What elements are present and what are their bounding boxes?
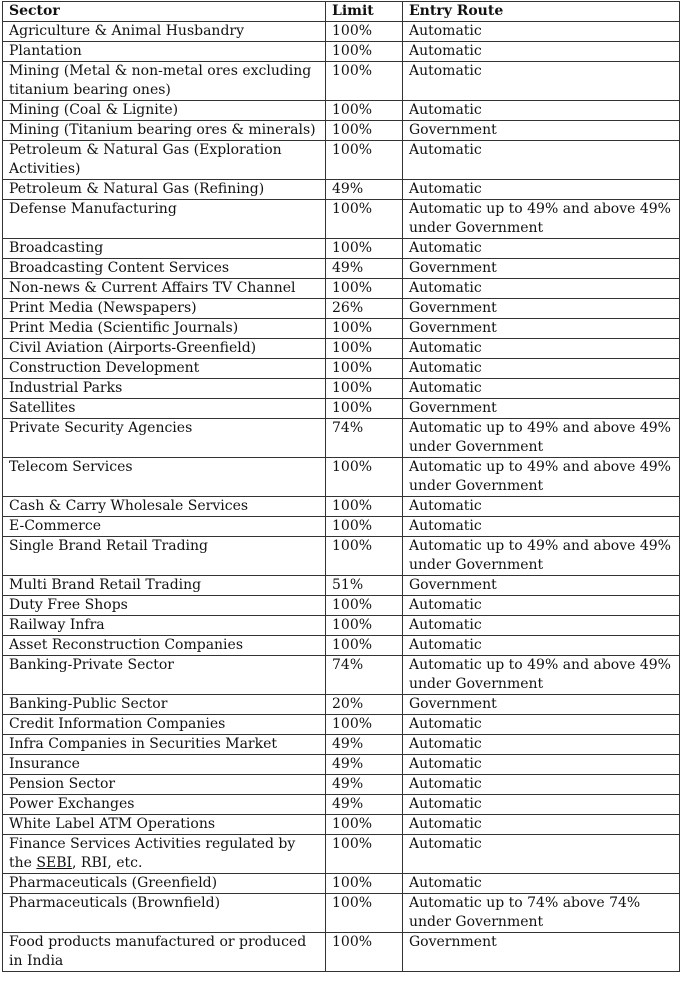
- limit-cell: 74%: [326, 419, 403, 458]
- sector-text: Telecom Services: [9, 459, 133, 475]
- entry-route-cell: Government: [403, 933, 680, 972]
- entry-route-cell: Government: [403, 695, 680, 715]
- entry-route-cell: Automatic: [403, 279, 680, 299]
- table-row: [3, 62, 680, 101]
- table-row: [3, 894, 680, 933]
- limit-cell: 74%: [326, 656, 403, 695]
- header-limit: Limit: [326, 2, 403, 22]
- sector-cell: [3, 200, 326, 239]
- sector-text: Cash & Carry Wholesale Services: [9, 498, 249, 514]
- entry-route-cell: Automatic: [403, 815, 680, 835]
- table-row: [3, 121, 680, 141]
- sector-cell: [3, 399, 326, 419]
- sector-text: Mining (Coal & Lignite): [9, 102, 179, 118]
- sector-cell: [3, 22, 326, 42]
- limit-cell: 100%: [326, 42, 403, 62]
- sector-text: Petroleum & Natural Gas (Refining): [9, 181, 265, 197]
- limit-cell: 26%: [326, 299, 403, 319]
- entry-route-cell: Government: [403, 121, 680, 141]
- entry-route-cell: Government: [403, 259, 680, 279]
- limit-cell: 100%: [326, 458, 403, 497]
- sector-text: Power Exchanges: [9, 796, 135, 812]
- sector-cell: [3, 339, 326, 359]
- sector-cell: [3, 419, 326, 458]
- sector-cell: [3, 121, 326, 141]
- sector-cell: [3, 596, 326, 616]
- sector-cell: [3, 279, 326, 299]
- limit-cell: 100%: [326, 359, 403, 379]
- sector-cell: [3, 775, 326, 795]
- table-row: [3, 299, 680, 319]
- limit-cell: 49%: [326, 755, 403, 775]
- sebi-link[interactable]: SEBI: [36, 855, 73, 871]
- entry-route-cell: Automatic: [403, 795, 680, 815]
- limit-cell: 100%: [326, 141, 403, 180]
- table-row: [3, 795, 680, 815]
- entry-route-cell: Automatic: [403, 636, 680, 656]
- table-row: [3, 419, 680, 458]
- sector-cell: [3, 874, 326, 894]
- entry-route-cell: Government: [403, 319, 680, 339]
- entry-route-cell: Automatic: [403, 517, 680, 537]
- entry-route-cell: Automatic up to 49% and above 49% under Government: [403, 419, 680, 458]
- limit-cell: 100%: [326, 62, 403, 101]
- table-row: [3, 517, 680, 537]
- sector-text: Private Security Agencies: [9, 420, 193, 436]
- sector-text: Satellites: [9, 400, 76, 416]
- sector-text: Railway Infra: [9, 617, 105, 633]
- limit-cell: 20%: [326, 695, 403, 715]
- table-row: [3, 101, 680, 121]
- limit-cell: 100%: [326, 815, 403, 835]
- sector-cell: [3, 259, 326, 279]
- table-row: [3, 399, 680, 419]
- limit-cell: 100%: [326, 279, 403, 299]
- entry-route-cell: Automatic: [403, 339, 680, 359]
- sector-cell: [3, 576, 326, 596]
- table-row: [3, 775, 680, 795]
- limit-cell: 49%: [326, 180, 403, 200]
- entry-route-cell: Automatic: [403, 775, 680, 795]
- sector-cell: [3, 458, 326, 497]
- sector-cell: [3, 359, 326, 379]
- limit-cell: 100%: [326, 399, 403, 419]
- sector-text: Construction Development: [9, 360, 200, 376]
- table-row: [3, 695, 680, 715]
- limit-cell: 100%: [326, 537, 403, 576]
- limit-cell: 51%: [326, 576, 403, 596]
- sector-cell: [3, 239, 326, 259]
- header-sector: Sector: [3, 2, 326, 22]
- entry-route-cell: Automatic: [403, 497, 680, 517]
- sector-text: Mining (Titanium bearing ores & minerals): [9, 122, 316, 138]
- entry-route-cell: Automatic up to 74% above 74% under Government: [403, 894, 680, 933]
- sector-cell: [3, 695, 326, 715]
- sector-text: Pharmaceuticals (Greenfield): [9, 875, 218, 891]
- limit-cell: 100%: [326, 715, 403, 735]
- table-row: [3, 239, 680, 259]
- table-row: [3, 279, 680, 299]
- sector-cell: [3, 517, 326, 537]
- sector-cell: [3, 101, 326, 121]
- entry-route-cell: Automatic up to 49% and above 49% under Government: [403, 537, 680, 576]
- table-row: [3, 576, 680, 596]
- sector-cell: [3, 42, 326, 62]
- limit-cell: 100%: [326, 22, 403, 42]
- entry-route-cell: Automatic: [403, 379, 680, 399]
- sector-text: Banking-Public Sector: [9, 696, 168, 712]
- sector-text: Plantation: [9, 43, 82, 59]
- entry-route-cell: Automatic: [403, 874, 680, 894]
- limit-cell: 100%: [326, 339, 403, 359]
- entry-route-cell: Automatic: [403, 755, 680, 775]
- entry-route-cell: Automatic: [403, 101, 680, 121]
- limit-cell: 100%: [326, 933, 403, 972]
- entry-route-cell: Automatic: [403, 180, 680, 200]
- sector-text: Banking-Private Sector: [9, 657, 174, 673]
- table-row: [3, 200, 680, 239]
- sector-text: Pension Sector: [9, 776, 116, 792]
- sector-cell: [3, 537, 326, 576]
- entry-route-cell: Automatic: [403, 141, 680, 180]
- limit-cell: 100%: [326, 874, 403, 894]
- sector-cell: [3, 656, 326, 695]
- sector-cell: [3, 933, 326, 972]
- table-row: [3, 22, 680, 42]
- table-row: [3, 180, 680, 200]
- sector-text: Print Media (Newspapers): [9, 300, 197, 316]
- sector-text-tail: , RBI, etc.: [72, 855, 143, 871]
- limit-cell: 100%: [326, 835, 403, 874]
- sector-cell: [3, 319, 326, 339]
- sector-cell: [3, 497, 326, 517]
- sector-text: Single Brand Retail Trading: [9, 538, 209, 554]
- sector-cell: [3, 755, 326, 775]
- limit-cell: 100%: [326, 239, 403, 259]
- sector-text: Petroleum & Natural Gas (Exploration Activities): [9, 142, 282, 177]
- table-row: [3, 616, 680, 636]
- sector-cell: [3, 815, 326, 835]
- limit-cell: 100%: [326, 319, 403, 339]
- sector-cell: [3, 894, 326, 933]
- sector-text: Print Media (Scientific Journals): [9, 320, 239, 336]
- sector-text: Duty Free Shops: [9, 597, 128, 613]
- entry-route-cell: Automatic up to 49% and above 49% under Government: [403, 200, 680, 239]
- sector-text: Broadcasting Content Services: [9, 260, 230, 276]
- sector-text: Agriculture & Animal Husbandry: [9, 23, 245, 39]
- table-row: [3, 636, 680, 656]
- limit-cell: 100%: [326, 596, 403, 616]
- sector-cell: [3, 636, 326, 656]
- sector-text: Credit Information Companies: [9, 716, 226, 732]
- table-row: [3, 835, 680, 874]
- limit-cell: 49%: [326, 795, 403, 815]
- limit-cell: 49%: [326, 259, 403, 279]
- table-row: [3, 735, 680, 755]
- limit-cell: 100%: [326, 517, 403, 537]
- entry-route-cell: Automatic: [403, 715, 680, 735]
- sector-text: Defense Manufacturing: [9, 201, 177, 217]
- limit-cell: 100%: [326, 101, 403, 121]
- sector-cell: [3, 299, 326, 319]
- table-row: [3, 537, 680, 576]
- entry-route-cell: Government: [403, 399, 680, 419]
- sector-cell: [3, 795, 326, 815]
- limit-cell: 100%: [326, 379, 403, 399]
- table-row: [3, 933, 680, 972]
- table-row: [3, 815, 680, 835]
- table-row: [3, 596, 680, 616]
- table-row: [3, 339, 680, 359]
- limit-cell: 100%: [326, 894, 403, 933]
- entry-route-cell: Automatic up to 49% and above 49% under Government: [403, 458, 680, 497]
- sector-text: Pharmaceuticals (Brownfield): [9, 895, 221, 911]
- table-row: [3, 259, 680, 279]
- entry-route-cell: Government: [403, 576, 680, 596]
- sector-text: Food products manufactured or produced in India: [9, 934, 307, 969]
- sector-cell: [3, 715, 326, 735]
- table-row: [3, 715, 680, 735]
- limit-cell: 100%: [326, 616, 403, 636]
- sector-cell: [3, 379, 326, 399]
- limit-cell: 49%: [326, 775, 403, 795]
- sector-text: Multi Brand Retail Trading: [9, 577, 202, 593]
- sector-cell: [3, 62, 326, 101]
- table-body: [3, 22, 680, 972]
- entry-route-cell: Government: [403, 299, 680, 319]
- entry-route-cell: Automatic: [403, 835, 680, 874]
- table-row: [3, 656, 680, 695]
- entry-route-cell: Automatic: [403, 596, 680, 616]
- header-entry-route: Entry Route: [403, 2, 680, 22]
- sector-text: Finance Services Activities regulated by the: [9, 836, 296, 871]
- entry-route-cell: Automatic up to 49% and above 49% under Government: [403, 656, 680, 695]
- entry-route-cell: Automatic: [403, 735, 680, 755]
- sector-cell: [3, 835, 326, 874]
- table-row: [3, 874, 680, 894]
- sector-text: Insurance: [9, 756, 80, 772]
- sector-text: Mining (Metal & non-metal ores excluding titanium bearing ones): [9, 63, 312, 98]
- sector-text: Non-news & Current Affairs TV Channel: [9, 280, 296, 296]
- sector-cell: [3, 616, 326, 636]
- limit-cell: 100%: [326, 636, 403, 656]
- table-row: [3, 497, 680, 517]
- sector-text: Broadcasting: [9, 240, 104, 256]
- sector-text: Civil Aviation (Airports-Greenfield): [9, 340, 257, 356]
- entry-route-cell: Automatic: [403, 359, 680, 379]
- limit-cell: 100%: [326, 121, 403, 141]
- sector-text: White Label ATM Operations: [9, 816, 216, 832]
- table-row: [3, 141, 680, 180]
- fdi-limits-table: [2, 1, 680, 972]
- sector-cell: [3, 180, 326, 200]
- table-row: [3, 359, 680, 379]
- table-row: [3, 319, 680, 339]
- table-row: [3, 42, 680, 62]
- limit-cell: 100%: [326, 200, 403, 239]
- sector-text: Industrial Parks: [9, 380, 123, 396]
- sector-text: Asset Reconstruction Companies: [9, 637, 244, 653]
- table-header-row: [3, 2, 680, 22]
- entry-route-cell: Automatic: [403, 62, 680, 101]
- limit-cell: 100%: [326, 497, 403, 517]
- entry-route-cell: Automatic: [403, 616, 680, 636]
- sector-cell: [3, 141, 326, 180]
- sector-text: Infra Companies in Securities Market: [9, 736, 277, 752]
- entry-route-cell: Automatic: [403, 42, 680, 62]
- table-row: [3, 755, 680, 775]
- entry-route-cell: Automatic: [403, 22, 680, 42]
- table-row: [3, 458, 680, 497]
- table-row: [3, 379, 680, 399]
- entry-route-cell: Automatic: [403, 239, 680, 259]
- sector-cell: [3, 735, 326, 755]
- limit-cell: 49%: [326, 735, 403, 755]
- sector-text: E-Commerce: [9, 518, 102, 534]
